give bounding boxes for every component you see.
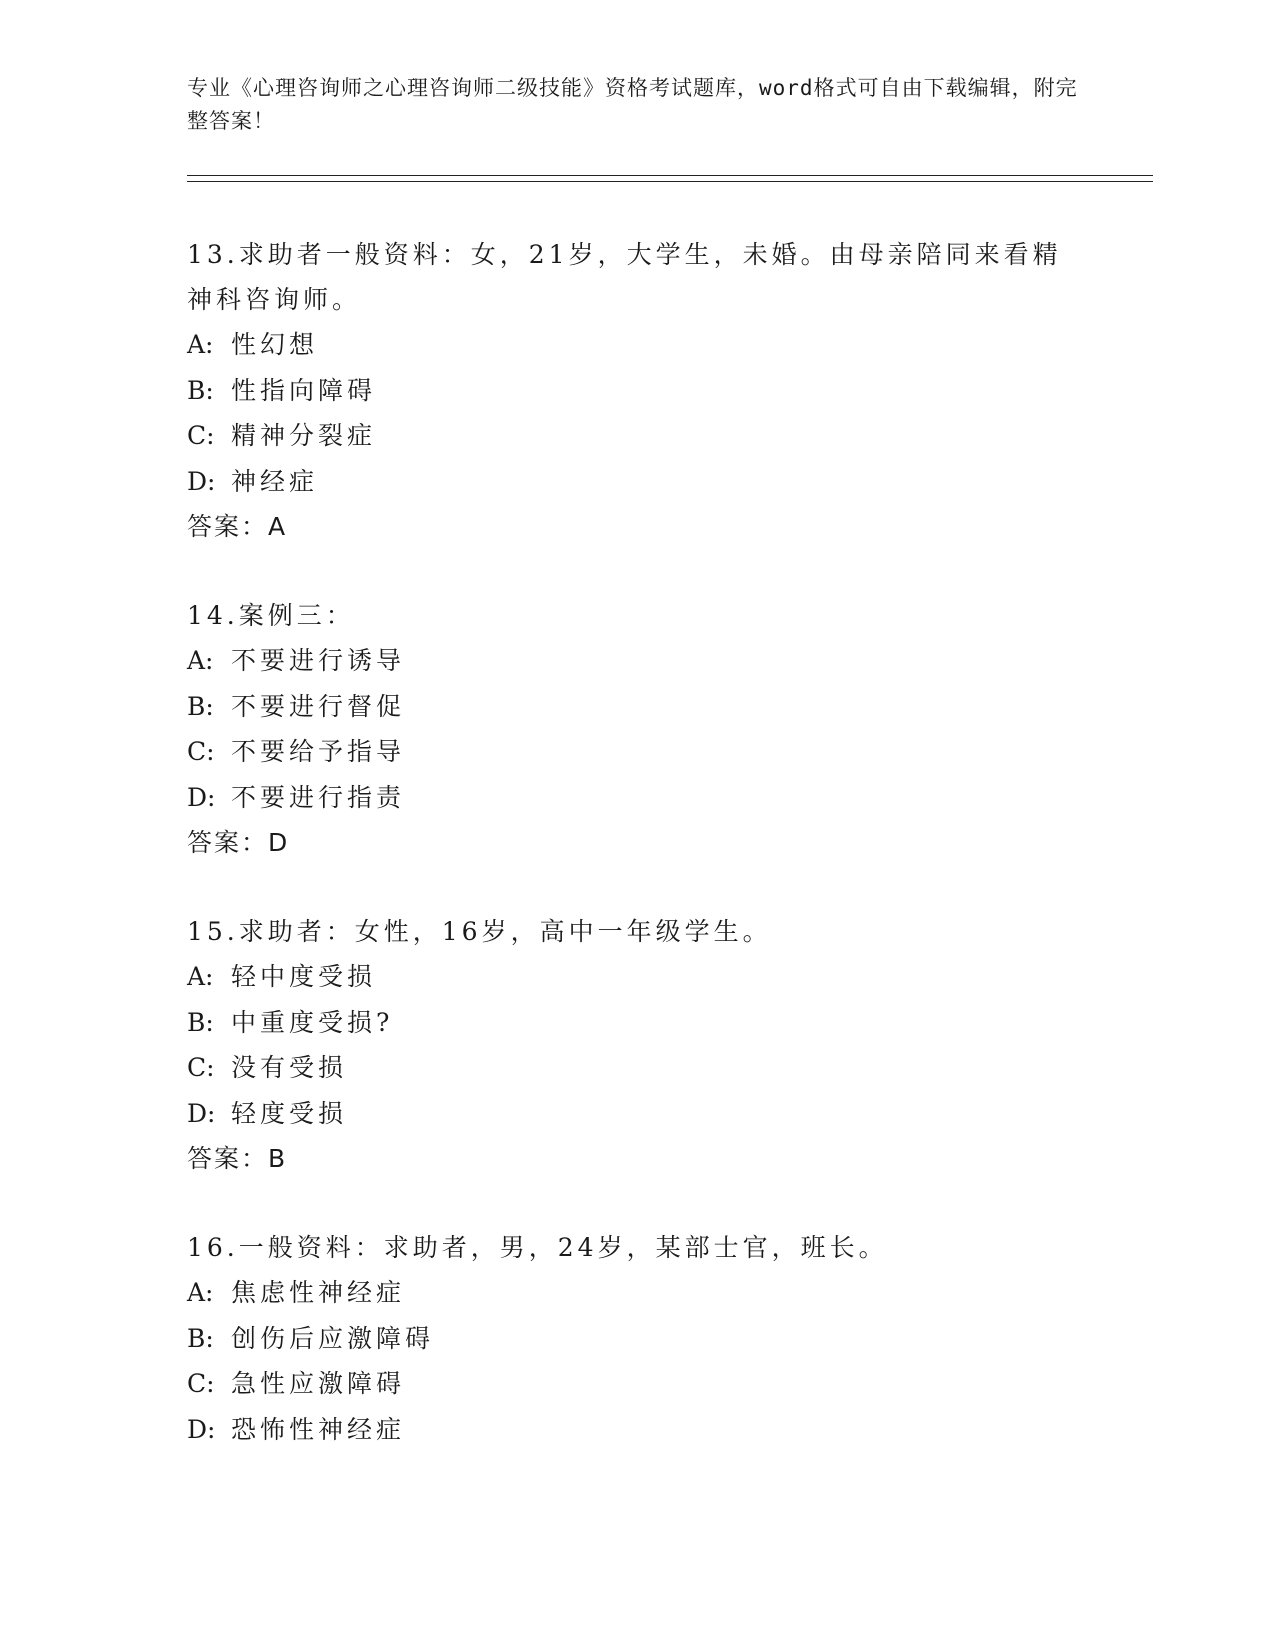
option-letter: B:	[187, 1007, 214, 1037]
option-text: 不要给予指导	[231, 737, 406, 766]
option-b	[187, 368, 1087, 414]
option-a	[187, 1270, 1087, 1316]
option-letter: B:	[187, 1323, 214, 1353]
option-text: 不要进行督促	[231, 691, 406, 721]
option-letter: B:	[187, 375, 214, 405]
option-text: 没有受损	[231, 1053, 348, 1082]
option-c	[187, 1045, 1087, 1091]
option-text: 中重度受损?	[231, 1007, 394, 1037]
option-text: 性指向障碍	[231, 375, 377, 405]
answer-line: 答案：D	[187, 828, 290, 857]
question-stem: 14.案例三：	[187, 601, 355, 630]
option-letter: D:	[187, 1098, 216, 1128]
option-c	[187, 729, 1087, 775]
option-text: 轻度受损	[231, 1098, 348, 1128]
option-b	[187, 1316, 1087, 1362]
option-b	[187, 1000, 1087, 1046]
option-text: 神经症	[231, 466, 319, 496]
option-d	[187, 1407, 1087, 1453]
option-letter: C:	[187, 421, 215, 450]
option-letter: A:	[187, 962, 214, 991]
answer-line: 答案：A	[187, 512, 288, 541]
option-text: 性幻想	[231, 330, 319, 359]
option-letter: C:	[187, 1369, 215, 1398]
option-a	[187, 954, 1087, 1000]
option-text: 创伤后应激障碍	[231, 1323, 435, 1353]
question-14	[187, 593, 1087, 865]
option-text: 不要进行指责	[231, 782, 406, 812]
question-stem: 13.求助者一般资料：女，21岁，大学生，未婚。由母亲陪同来看精神科咨询师。	[187, 240, 1062, 314]
option-letter: A:	[187, 646, 214, 675]
option-b	[187, 684, 1087, 730]
question-16	[187, 1225, 1087, 1452]
question-stem: 16.一般资料：求助者，男，24岁，某部士官，班长。	[187, 1233, 888, 1262]
option-text: 不要进行诱导	[231, 646, 406, 675]
question-15	[187, 909, 1087, 1181]
option-text: 轻中度受损	[231, 962, 377, 991]
header-divider	[187, 175, 1153, 182]
option-letter: C:	[187, 737, 215, 766]
option-a	[187, 322, 1087, 368]
option-letter: C:	[187, 1053, 215, 1082]
option-d	[187, 1091, 1087, 1137]
option-letter: D:	[187, 466, 216, 496]
option-text: 急性应激障碍	[231, 1369, 406, 1398]
question-list	[187, 232, 1087, 1496]
answer-line: 答案：B	[187, 1144, 288, 1173]
option-a	[187, 638, 1087, 684]
option-letter: B:	[187, 691, 214, 721]
option-text: 精神分裂症	[231, 421, 377, 450]
option-letter: A:	[187, 330, 214, 359]
option-d	[187, 775, 1087, 821]
option-text: 恐怖性神经症	[231, 1414, 406, 1444]
question-13	[187, 232, 1087, 549]
option-c	[187, 413, 1087, 459]
question-stem: 15.求助者：女性，16岁，高中一年级学生。	[187, 917, 772, 946]
option-letter: D:	[187, 1414, 216, 1444]
option-text: 焦虑性神经症	[231, 1278, 406, 1307]
option-letter: A:	[187, 1278, 214, 1307]
option-c	[187, 1361, 1087, 1407]
option-d	[187, 459, 1087, 505]
option-letter: D:	[187, 782, 216, 812]
document-header-text: 专业《心理咨询师之心理咨询师二级技能》资格考试题库，word格式可自由下载编辑，附完整答案！	[187, 76, 1078, 133]
